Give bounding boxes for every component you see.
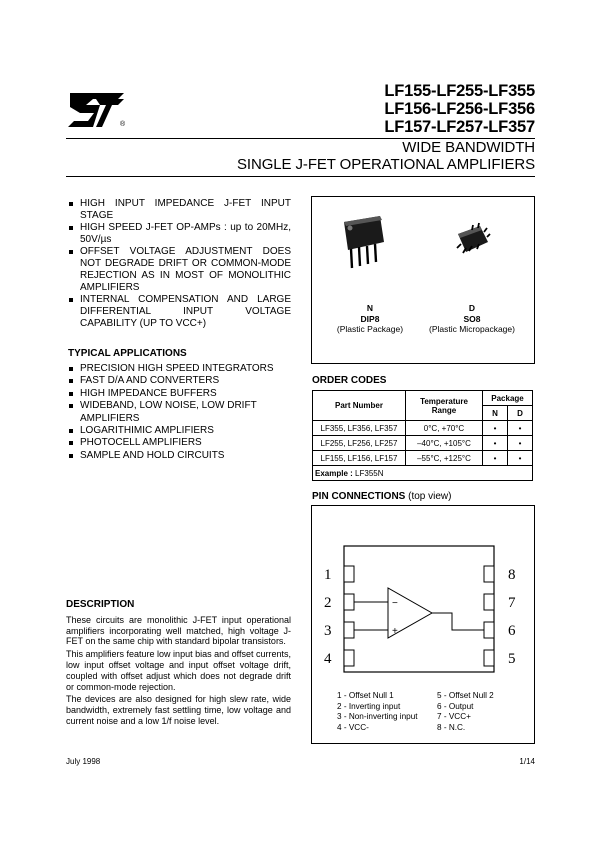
application-item: LOGARITHIMIC AMPLIFIERS [68,425,278,437]
example-cell [313,466,533,481]
temp-cell: 0°C, +70°C [406,421,483,436]
application-item: HIGH IMPEDANCE BUFFERS [68,388,278,400]
example-value: LF355N [355,468,384,478]
typical-applications-title: TYPICAL APPLICATIONS [68,348,187,359]
registered-mark: ® [120,121,126,128]
pin-legend-left [337,691,418,733]
pin-legend-item: 2 - Inverting input [337,701,401,711]
application-item: PRECISION HIGH SPEED INTEGRATORS [68,363,278,375]
subtitle-rule [66,176,535,177]
application-item: FAST D/A AND CONVERTERS [68,375,278,387]
table-row [313,436,533,451]
feature-item: INTERNAL COMPENSATION AND LARGE DIFFERENTIAL INPUT VOLTAGE CAPABILITY (UP TO VCC+) [68,294,291,330]
pin-5-pad [484,650,494,666]
package-desc: (Plastic Package) [336,324,404,334]
n-cell: • [483,451,508,466]
feature-item: HIGH SPEED J-FET OP-AMPs : up to 20MHz, 50V/µs [68,222,291,246]
feature-item: OFFSET VOLTAGE ADJUSTMENT DOES NOT DEGRADE DRIFT OR COMMON-MODE REJECTION AS IN MOST OF MONOLITHIC AMPLIFIERS [68,246,291,294]
subtitle-line-2: SINGLE J-FET OPERATIONAL AMPLIFIERS [237,156,535,173]
pin-label-2: 2 [324,595,332,611]
pinout-diagram [312,506,533,686]
pin-4-pad [344,650,354,666]
application-item: WIDEBAND, LOW NOISE, LOW DRIFT AMPLIFIERS [68,400,278,425]
col-d: D [508,406,533,421]
feature-list [68,198,291,330]
application-item: SAMPLE AND HOLD CIRCUITS [68,450,278,462]
pin-legend-right [437,691,494,733]
opamp-plus: + [392,626,398,637]
footer-date: July 1998 [66,757,101,766]
package-letter: D [468,303,476,313]
application-item: PHOTOCELL AMPLIFIERS [68,437,278,449]
d-cell: • [508,436,533,451]
description-paragraph: This amplifiers feature low input bias and offset currents, low input offset voltage and input offset voltage drift, coupled with offset adjust which does not degrade drift or common-mode rejection. [66,649,291,692]
pin-label-7: 7 [508,595,516,611]
d-cell: • [508,451,533,466]
part-number-line-3: LF157-LF257-LF357 [384,118,535,136]
col-temperature: Temperature Range [406,391,483,421]
pin-connections-title-row [312,491,451,502]
temp-cell: –40°C, +105°C [406,436,483,451]
feature-item: HIGH INPUT IMPEDANCE J-FET INPUT STAGE [68,198,291,222]
pin-legend-item: 3 - Non-inverting input [337,712,418,721]
dip8-package-image [338,212,388,274]
pin-connections-view: (top view) [408,491,452,502]
table-row [313,421,533,436]
pin-1-pad [344,566,354,582]
pin-legend-item: 1 - Offset Null 1 [337,691,394,700]
opamp-minus: − [392,598,398,609]
pin-legend-item: 7 - VCC+ [437,712,471,721]
table-row [313,466,533,481]
pin-3-pad [344,622,354,638]
description-paragraph: The devices are also designed for high slew rate, wide bandwidth, extremely fast settling time, low voltage and current noise and a low 1/f noise level. [66,694,291,726]
pin-8-pad [484,566,494,582]
pin-label-4: 4 [324,651,332,667]
pin-legend-item: 5 - Offset Null 2 [437,691,494,700]
pin-legend-item: 8 - N.C. [437,722,466,732]
pin-legend-item: 4 - VCC- [337,722,369,732]
description-paragraph: These circuits are monolithic J-FET input operational amplifiers incorporating well matched, high voltage J-FET on the same chip with standard bipolar transistors. [66,614,291,647]
part-cell: LF255, LF256, LF257 [313,436,406,451]
table-row [313,451,533,466]
temp-cell: –55°C, +125°C [406,451,483,466]
part-cell: LF355, LF356, LF357 [313,421,406,436]
pin-6-pad [484,622,494,638]
example-label: Example : [315,468,353,478]
description-title: DESCRIPTION [66,599,135,610]
package-letter: N [366,303,374,313]
d-cell: • [508,421,533,436]
order-codes-title: ORDER CODES [312,375,387,386]
part-number-line-1: LF155-LF255-LF355 [384,82,535,100]
description-section [66,600,291,729]
part-number-line-2: LF156-LF256-LF356 [384,100,535,118]
n-cell: • [483,436,508,451]
so8-package-image [452,222,492,258]
pin-2-pad [344,594,354,610]
col-package: Package [483,391,533,406]
applications-list [68,363,278,462]
pin-label-6: 6 [508,623,516,639]
pin-legend-item: 6 - Output [437,701,474,711]
pin-label-8: 8 [508,567,516,583]
package-d-label [420,303,524,335]
pin-7-pad [484,594,494,610]
n-cell: • [483,421,508,436]
footer-page: 1/14 [519,757,535,766]
package-name: DIP8 [360,313,380,324]
pin-connections-title: PIN CONNECTIONS [312,491,406,502]
package-desc: (Plastic Micropackage) [429,324,515,334]
col-n: N [483,406,508,421]
pin-label-3: 3 [324,623,332,639]
st-logo [66,91,128,129]
pin-label-1: 1 [324,567,332,583]
order-codes-table [312,390,533,481]
package-n-label [318,303,422,335]
package-name: SO8 [463,313,481,324]
pin-label-5: 5 [508,651,516,667]
wire-output [432,613,484,630]
part-cell: LF155, LF156, LF157 [313,451,406,466]
col-part-number: Part Number [313,391,406,421]
subtitle-line-1: WIDE BANDWIDTH [402,139,535,156]
